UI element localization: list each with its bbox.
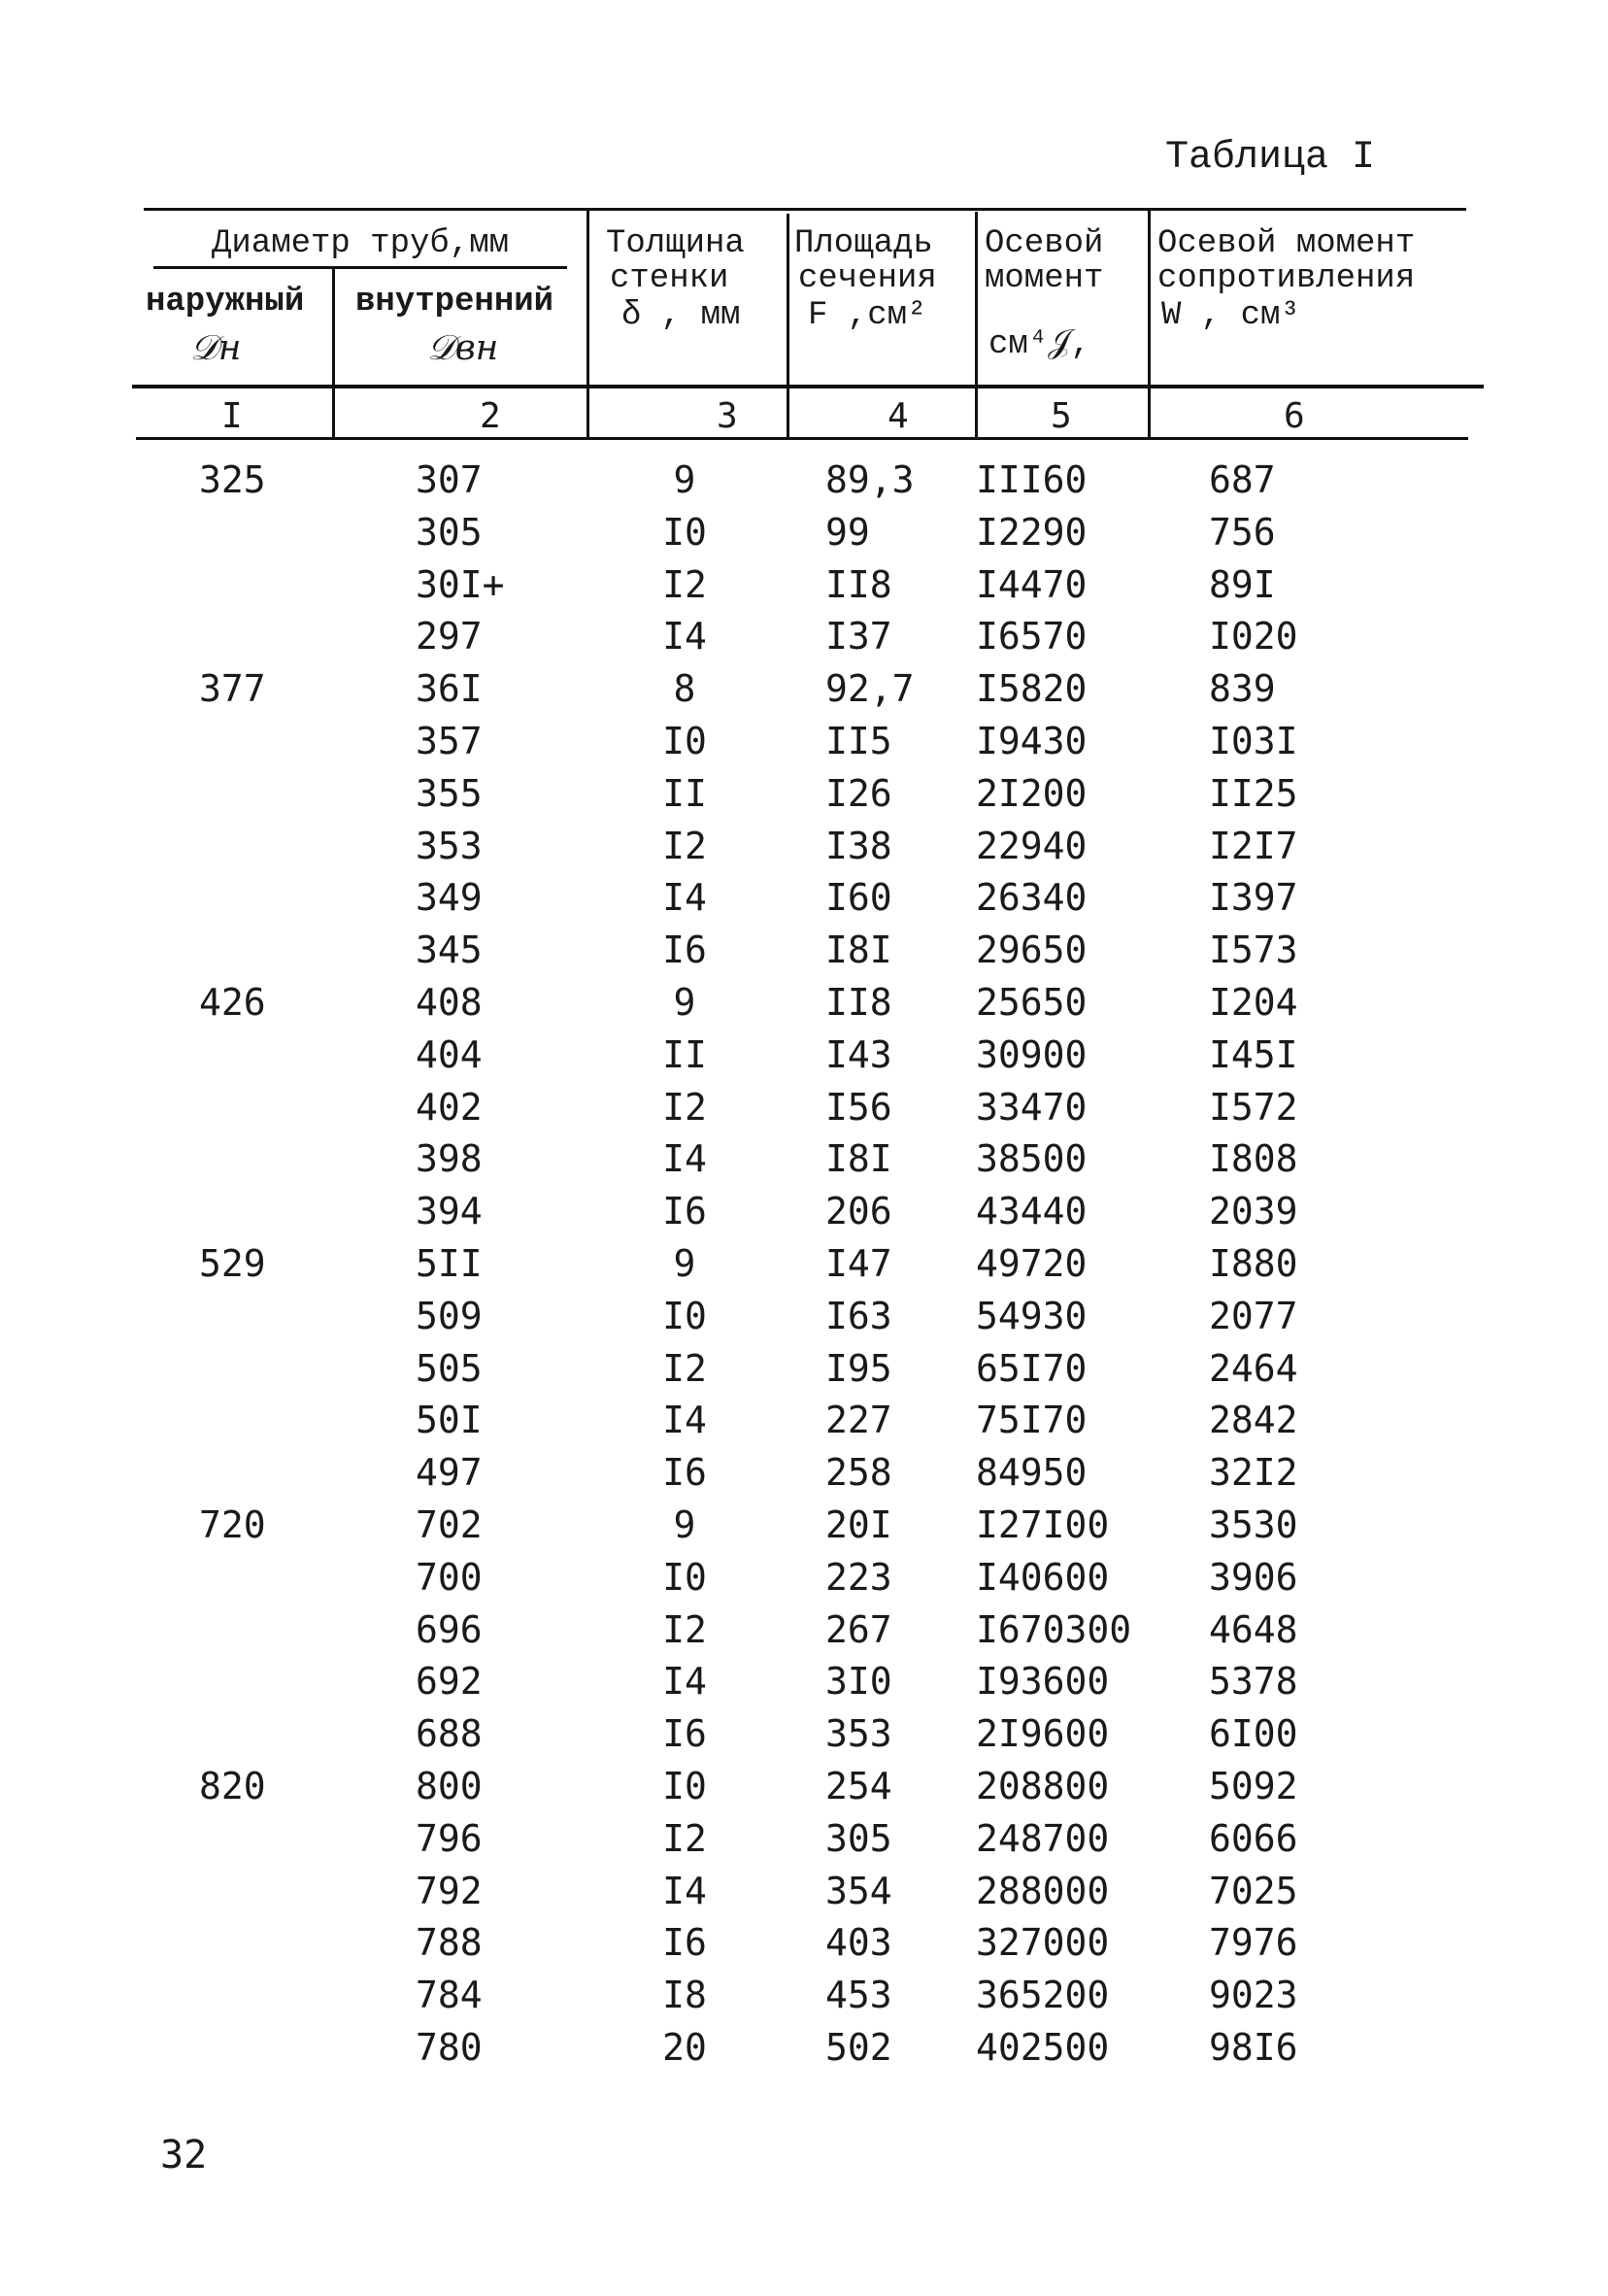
cell-outer-diameter: 377 (199, 667, 266, 711)
cell-section-area: 267 (825, 1607, 892, 1651)
cell-resistance-moment: 6066 (1209, 1816, 1298, 1860)
cell-resistance-moment: I808 (1209, 1137, 1298, 1181)
cell-wall-thickness: II (662, 1032, 707, 1076)
table-row (0, 1291, 1608, 1343)
cell-axial-moment: 248700 (976, 1816, 1110, 1860)
cell-resistance-moment: 9023 (1209, 1974, 1298, 2017)
table-row (0, 1238, 1608, 1291)
cell-section-area: 258 (825, 1451, 892, 1495)
table-row (0, 1761, 1608, 1813)
cell-axial-moment: 26340 (976, 876, 1088, 920)
cell-resistance-moment: I572 (1209, 1085, 1298, 1129)
table-row (0, 1186, 1608, 1238)
table-row (0, 507, 1608, 559)
colnum-3: 3 (717, 396, 738, 436)
table-row (0, 1656, 1608, 1708)
cell-axial-moment: I27I00 (976, 1503, 1110, 1546)
table-row (0, 1917, 1608, 1970)
cell-resistance-moment: 2077 (1209, 1294, 1298, 1337)
cell-resistance-moment: 89I (1209, 562, 1276, 606)
colnum-bottom-rule (136, 437, 1468, 440)
cell-resistance-moment: 3530 (1209, 1503, 1298, 1546)
group-title: Диаметр труб,мм (212, 225, 510, 262)
cell-section-area: 3I0 (825, 1660, 892, 1704)
cell-axial-moment: 30900 (976, 1032, 1088, 1076)
resistance-line3: W , см³ (1161, 297, 1300, 334)
cell-resistance-moment: 7025 (1209, 1869, 1298, 1912)
table-body (0, 455, 1608, 2075)
cell-resistance-moment: I204 (1209, 980, 1298, 1024)
table-row (0, 611, 1608, 663)
table-row (0, 1082, 1608, 1134)
cell-inner-diameter: 394 (416, 1190, 483, 1233)
moment-line3: см⁴𝒥, (988, 326, 1091, 363)
cell-wall-thickness: I0 (662, 510, 707, 554)
table-row (0, 872, 1608, 925)
table-row (0, 1030, 1608, 1082)
table-row (0, 925, 1608, 977)
cell-wall-thickness: I2 (662, 824, 707, 867)
thickness-line1: Толщина (606, 225, 745, 262)
cell-section-area: I60 (825, 876, 892, 920)
cell-resistance-moment: I573 (1209, 929, 1298, 972)
table-row (0, 1133, 1608, 1186)
cell-axial-moment: I670300 (976, 1607, 1132, 1651)
colnum-6: 6 (1284, 396, 1305, 436)
cell-inner-diameter: 307 (416, 458, 483, 501)
cell-inner-diameter: 696 (416, 1607, 483, 1651)
cell-axial-moment: 2I9600 (976, 1712, 1110, 1756)
cell-inner-diameter: 784 (416, 1974, 483, 2017)
cell-axial-moment: 84950 (976, 1451, 1088, 1495)
table-row (0, 1708, 1608, 1761)
table-row (0, 1343, 1608, 1396)
cell-outer-diameter: 820 (199, 1764, 266, 1807)
cell-axial-moment: III60 (976, 458, 1088, 501)
col-divider-4 (975, 212, 978, 439)
area-line3: F ,см² (808, 297, 927, 334)
cell-wall-thickness: I8 (662, 1974, 707, 2017)
outer-diameter-symbol: 𝒟н (190, 328, 242, 368)
cell-wall-thickness: 9 (673, 1503, 696, 1546)
cell-inner-diameter: 792 (416, 1869, 483, 1912)
cell-resistance-moment: 2842 (1209, 1399, 1298, 1442)
cell-axial-moment: 327000 (976, 1921, 1110, 1965)
resistance-line1: Осевой момент (1157, 225, 1416, 262)
cell-wall-thickness: I0 (662, 1294, 707, 1337)
cell-resistance-moment: I2I7 (1209, 824, 1298, 867)
cell-inner-diameter: 505 (416, 1346, 483, 1390)
header-top-rule (144, 208, 1466, 211)
cell-inner-diameter: 36I (416, 667, 483, 711)
cell-inner-diameter: 796 (416, 1816, 483, 1860)
cell-section-area: I8I (825, 929, 892, 972)
cell-wall-thickness: I0 (662, 1764, 707, 1807)
cell-axial-moment: 65I70 (976, 1346, 1088, 1390)
cell-section-area: I63 (825, 1294, 892, 1337)
cell-resistance-moment: I880 (1209, 1241, 1298, 1285)
inner-diameter-label: внутренний (355, 284, 554, 321)
colnum-5: 5 (1051, 396, 1072, 436)
cell-axial-moment: I5820 (976, 667, 1088, 711)
cell-section-area: 206 (825, 1190, 892, 1233)
cell-section-area: 99 (825, 510, 870, 554)
cell-wall-thickness: I4 (662, 1137, 707, 1181)
cell-axial-moment: 208800 (976, 1764, 1110, 1807)
table-caption: Таблица I (1164, 136, 1375, 180)
cell-section-area: 223 (825, 1555, 892, 1599)
cell-axial-moment: 288000 (976, 1869, 1110, 1912)
cell-section-area: 92,7 (825, 667, 915, 711)
inner-diameter-symbol: 𝒟вн (427, 328, 499, 368)
moment-line2: момент (985, 260, 1104, 297)
cell-section-area: I95 (825, 1346, 892, 1390)
cell-axial-moment: 38500 (976, 1137, 1088, 1181)
cell-resistance-moment: 2464 (1209, 1346, 1298, 1390)
cell-resistance-moment: I03I (1209, 719, 1298, 762)
cell-inner-diameter: 345 (416, 929, 483, 972)
cell-wall-thickness: I4 (662, 615, 707, 658)
cell-wall-thickness: 20 (662, 2025, 707, 2069)
outer-diameter-label: наружный (146, 284, 305, 321)
cell-outer-diameter: 426 (199, 980, 266, 1024)
cell-axial-moment: I9430 (976, 719, 1088, 762)
thickness-line2: стенки (610, 260, 729, 297)
cell-section-area: I26 (825, 771, 892, 815)
cell-wall-thickness: I2 (662, 1816, 707, 1860)
cell-axial-moment: 2I200 (976, 771, 1088, 815)
cell-section-area: II5 (825, 719, 892, 762)
cell-inner-diameter: 688 (416, 1712, 483, 1756)
cell-wall-thickness: 9 (673, 458, 696, 501)
table-row (0, 1970, 1608, 2022)
cell-wall-thickness: I0 (662, 719, 707, 762)
cell-axial-moment: 22940 (976, 824, 1088, 867)
cell-wall-thickness: I6 (662, 1451, 707, 1495)
cell-inner-diameter: 398 (416, 1137, 483, 1181)
cell-wall-thickness: I6 (662, 929, 707, 972)
table-row (0, 559, 1608, 612)
cell-axial-moment: 402500 (976, 2025, 1110, 2069)
cell-wall-thickness: 9 (673, 980, 696, 1024)
cell-inner-diameter: 305 (416, 510, 483, 554)
table-row (0, 1552, 1608, 1604)
cell-inner-diameter: 30I+ (416, 562, 505, 606)
cell-inner-diameter: 408 (416, 980, 483, 1024)
cell-inner-diameter: 702 (416, 1503, 483, 1546)
cell-inner-diameter: 800 (416, 1764, 483, 1807)
cell-axial-moment: 365200 (976, 1974, 1110, 2017)
cell-wall-thickness: I6 (662, 1712, 707, 1756)
cell-inner-diameter: 788 (416, 1921, 483, 1965)
cell-section-area: I37 (825, 615, 892, 658)
cell-inner-diameter: 692 (416, 1660, 483, 1704)
moment-line1: Осевой (985, 225, 1104, 262)
cell-axial-moment: I4470 (976, 562, 1088, 606)
cell-resistance-moment: II25 (1209, 771, 1298, 815)
cell-wall-thickness: I4 (662, 1399, 707, 1442)
cell-section-area: II8 (825, 980, 892, 1024)
cell-resistance-moment: 32I2 (1209, 1451, 1298, 1495)
cell-inner-diameter: 5II (416, 1241, 483, 1285)
cell-inner-diameter: 509 (416, 1294, 483, 1337)
cell-outer-diameter: 325 (199, 458, 266, 501)
col-divider-5 (1148, 210, 1151, 439)
table-row (0, 1447, 1608, 1500)
cell-wall-thickness: I0 (662, 1555, 707, 1599)
area-line2: сечения (798, 260, 937, 297)
cell-section-area: 20I (825, 1503, 892, 1546)
cell-wall-thickness: I4 (662, 1660, 707, 1704)
cell-axial-moment: I40600 (976, 1555, 1110, 1599)
cell-axial-moment: 43440 (976, 1190, 1088, 1233)
cell-resistance-moment: I397 (1209, 876, 1298, 920)
cell-wall-thickness: I6 (662, 1190, 707, 1233)
cell-section-area: 354 (825, 1869, 892, 1912)
cell-resistance-moment: 756 (1209, 510, 1276, 554)
cell-axial-moment: I6570 (976, 615, 1088, 658)
cell-section-area: II8 (825, 562, 892, 606)
cell-wall-thickness: I2 (662, 1085, 707, 1129)
cell-outer-diameter: 529 (199, 1241, 266, 1285)
cell-inner-diameter: 355 (416, 771, 483, 815)
col-divider-3 (787, 214, 789, 439)
cell-wall-thickness: I4 (662, 876, 707, 920)
cell-axial-moment: 29650 (976, 929, 1088, 972)
cell-inner-diameter: 402 (416, 1085, 483, 1129)
cell-inner-diameter: 700 (416, 1555, 483, 1599)
cell-inner-diameter: 353 (416, 824, 483, 867)
cell-resistance-moment: 7976 (1209, 1921, 1298, 1965)
cell-section-area: I38 (825, 824, 892, 867)
cell-section-area: 403 (825, 1921, 892, 1965)
table-row (0, 455, 1608, 507)
table-row (0, 716, 1608, 768)
table-header (0, 0, 1608, 447)
area-line1: Площадь (794, 225, 933, 262)
table-row (0, 768, 1608, 821)
cell-section-area: I43 (825, 1032, 892, 1076)
page-number: 32 (160, 2133, 208, 2178)
cell-resistance-moment: I020 (1209, 615, 1298, 658)
cell-wall-thickness: I2 (662, 1346, 707, 1390)
cell-section-area: 89,3 (825, 458, 915, 501)
cell-resistance-moment: 5378 (1209, 1660, 1298, 1704)
cell-inner-diameter: 780 (416, 2025, 483, 2069)
cell-wall-thickness: I4 (662, 1869, 707, 1912)
col-divider-2 (586, 210, 589, 439)
cell-resistance-moment: I45I (1209, 1032, 1298, 1076)
cell-resistance-moment: 5092 (1209, 1764, 1298, 1807)
colnum-2: 2 (480, 396, 501, 436)
cell-outer-diameter: 720 (199, 1503, 266, 1546)
cell-resistance-moment: 687 (1209, 458, 1276, 501)
table-row (0, 1500, 1608, 1552)
cell-inner-diameter: 50I (416, 1399, 483, 1442)
cell-resistance-moment: 3906 (1209, 1555, 1298, 1599)
cell-inner-diameter: 404 (416, 1032, 483, 1076)
table-row (0, 1866, 1608, 1918)
colnum-1: I (221, 396, 243, 436)
cell-section-area: I8I (825, 1137, 892, 1181)
resistance-line2: сопротивления (1157, 260, 1416, 297)
cell-wall-thickness: I2 (662, 562, 707, 606)
col-divider-1 (332, 268, 335, 439)
cell-resistance-moment: 6I00 (1209, 1712, 1298, 1756)
cell-axial-moment: 49720 (976, 1241, 1088, 1285)
cell-axial-moment: 75I70 (976, 1399, 1088, 1442)
cell-wall-thickness: II (662, 771, 707, 815)
cell-axial-moment: I93600 (976, 1660, 1110, 1704)
cell-resistance-moment: 2039 (1209, 1190, 1298, 1233)
cell-inner-diameter: 497 (416, 1451, 483, 1495)
cell-section-area: 227 (825, 1399, 892, 1442)
cell-wall-thickness: I6 (662, 1921, 707, 1965)
cell-wall-thickness: I2 (662, 1607, 707, 1651)
cell-section-area: 305 (825, 1816, 892, 1860)
cell-resistance-moment: 839 (1209, 667, 1276, 711)
cell-axial-moment: 25650 (976, 980, 1088, 1024)
cell-wall-thickness: 8 (673, 667, 696, 711)
cell-resistance-moment: 4648 (1209, 1607, 1298, 1651)
cell-section-area: 353 (825, 1712, 892, 1756)
cell-section-area: 254 (825, 1764, 892, 1807)
cell-section-area: 502 (825, 2025, 892, 2069)
thickness-line3: δ , мм (621, 297, 741, 334)
table-row (0, 1395, 1608, 1447)
table-row (0, 663, 1608, 716)
cell-inner-diameter: 297 (416, 615, 483, 658)
cell-section-area: 453 (825, 1974, 892, 2017)
cell-wall-thickness: 9 (673, 1241, 696, 1285)
cell-section-area: I47 (825, 1241, 892, 1285)
colnum-4: 4 (888, 396, 909, 436)
cell-inner-diameter: 357 (416, 719, 483, 762)
cell-axial-moment: I2290 (976, 510, 1088, 554)
cell-axial-moment: 33470 (976, 1085, 1088, 1129)
table-row (0, 821, 1608, 873)
cell-inner-diameter: 349 (416, 876, 483, 920)
table-row (0, 977, 1608, 1030)
table-row (0, 1813, 1608, 1866)
group-underline (153, 266, 567, 269)
cell-resistance-moment: 98I6 (1209, 2025, 1298, 2069)
cell-axial-moment: 54930 (976, 1294, 1088, 1337)
cell-section-area: I56 (825, 1085, 892, 1129)
table-row (0, 2022, 1608, 2075)
table-row (0, 1604, 1608, 1657)
